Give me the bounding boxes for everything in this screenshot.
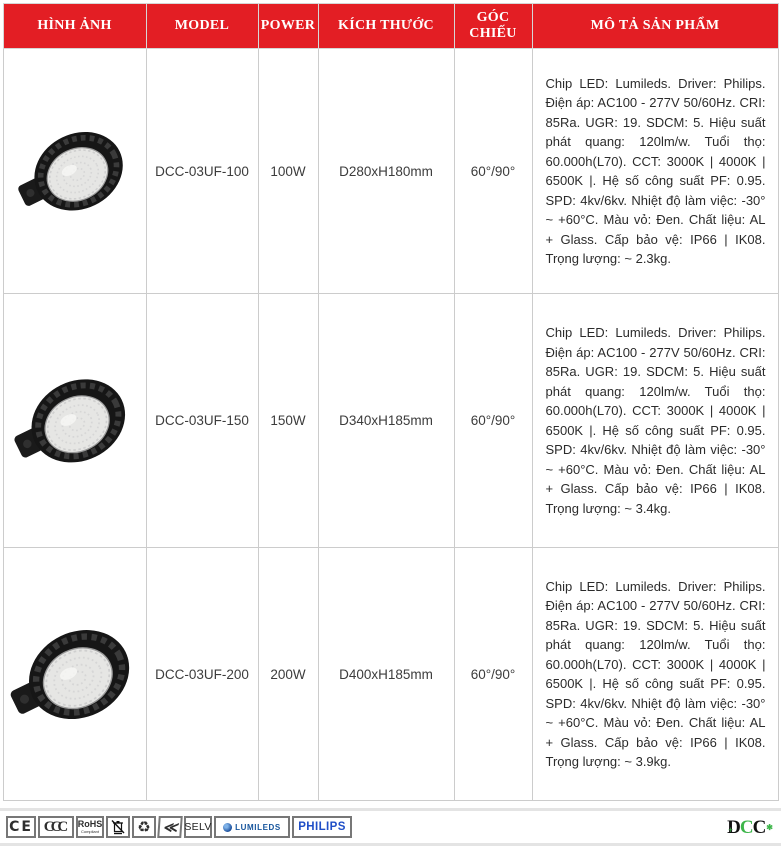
- recycle-mark-icon: ♻: [132, 816, 156, 838]
- rohs-label: RoHS: [77, 819, 103, 829]
- power-cell: 100W: [258, 49, 318, 294]
- col-header-model: MODEL: [146, 4, 258, 49]
- col-header-description: MÔ TẢ SẢN PHẨM: [532, 4, 778, 49]
- beam-angle-cell: 60°/90°: [454, 548, 532, 801]
- model-cell: DCC-03UF-150: [146, 294, 258, 548]
- product-image-cell: [3, 294, 146, 548]
- table-row: [3, 49, 778, 294]
- product-image-cell: [3, 49, 146, 294]
- size-cell: D280xH180mm: [318, 49, 454, 294]
- philips-logo: [292, 816, 352, 838]
- col-header-power: POWER: [258, 4, 318, 49]
- ufo-highbay-light-image: [7, 604, 143, 740]
- ce-mark-icon: CE: [6, 816, 36, 838]
- dcc-logo: [727, 818, 773, 837]
- model-cell: DCC-03UF-200: [146, 548, 258, 801]
- philips-wordmark: PHILIPS: [298, 821, 346, 833]
- dcc-logo-star-icon: ✱: [766, 822, 773, 832]
- col-header-beam-angle: GÓC CHIẾU: [454, 4, 532, 49]
- description-cell: Chip LED: Lumileds. Driver: Philips. Điện áp: AC100 - 277V 50/60Hz. CRI: 85Ra. UGR: 19. SDCM: 5. Hiệu suất phát quang: 120lm/w. Tuổi thọ: 60.000h(L70). CCT: 3000K | 4000K | 6500K |. Hệ số công suất PF: 0.95. SPD: 4kv/6kv. Nhiệt độ làm việc: -30° ~ +60°C. Màu vỏ: Đen. Chất liệu: AL + Glass. Cấp bảo vệ: IP66 | IK08. Trọng lượng: ~ 3.9kg.: [532, 548, 778, 801]
- certification-footer: [0, 811, 781, 843]
- size-cell: D400xH185mm: [318, 548, 454, 801]
- selv-mark: SELV: [184, 816, 212, 838]
- ufo-highbay-light-image: [11, 355, 138, 482]
- ccc-mark-icon: CCC: [38, 816, 74, 838]
- col-header-size: KÍCH THƯỚC: [318, 4, 454, 49]
- size-cell: D340xH185mm: [318, 294, 454, 548]
- dcc-logo-letter-d: D +: [727, 817, 741, 838]
- table-header-row: [3, 4, 778, 49]
- power-cell: 200W: [258, 548, 318, 801]
- table-row: [3, 294, 778, 548]
- dcc-logo-letter-c1: C: [739, 816, 754, 838]
- model-cell: DCC-03UF-100: [146, 49, 258, 294]
- dcc-logo-letter-c2: C: [752, 816, 767, 838]
- lumileds-logo: [214, 816, 290, 838]
- certification-logos: [6, 816, 352, 838]
- weee-crossed-bin-icon: [106, 816, 130, 838]
- ufo-highbay-light-image: [15, 109, 135, 229]
- emc-arrows-icon: ≪: [157, 816, 183, 838]
- rohs-mark-icon: [76, 816, 104, 838]
- rohs-sublabel: Compliant: [80, 829, 99, 834]
- product-image-cell: [3, 548, 146, 801]
- product-spec-table: [3, 3, 779, 801]
- description-cell: Chip LED: Lumileds. Driver: Philips. Điện áp: AC100 - 277V 50/60Hz. CRI: 85Ra. UGR: 19. SDCM: 5. Hiệu suất phát quang: 120lm/w. Tuổi thọ: 60.000h(L70). CCT: 3000K | 4000K | 6500K |. Hệ số công suất PF: 0.95. SPD: 4kv/6kv. Nhiệt độ làm việc: -30° ~ +60°C. Màu vỏ: Đen. Chất liệu: AL + Glass. Cấp bảo vệ: IP66 | IK08. Trọng lượng: ~ 3.4kg.: [532, 294, 778, 548]
- power-cell: 150W: [258, 294, 318, 548]
- description-cell: Chip LED: Lumileds. Driver: Philips. Điện áp: AC100 - 277V 50/60Hz. CRI: 85Ra. UGR: 19. SDCM: 5. Hiệu suất phát quang: 120lm/w. Tuổi thọ: 60.000h(L70). CCT: 3000K | 4000K | 6500K |. Hệ số công suất PF: 0.95. SPD: 4kv/6kv. Nhiệt độ làm việc: -30° ~ +60°C. Màu vỏ: Đen. Chất liệu: AL + Glass. Cấp bảo vệ: IP66 | IK08. Trọng lượng: ~ 2.3kg.: [532, 49, 778, 294]
- lumileds-wordmark: LUMILEDS: [235, 822, 281, 832]
- lumileds-swirl-icon: [223, 823, 232, 832]
- beam-angle-cell: 60°/90°: [454, 49, 532, 294]
- beam-angle-cell: 60°/90°: [454, 294, 532, 548]
- table-row: [3, 548, 778, 801]
- col-header-image: HÌNH ẢNH: [3, 4, 146, 49]
